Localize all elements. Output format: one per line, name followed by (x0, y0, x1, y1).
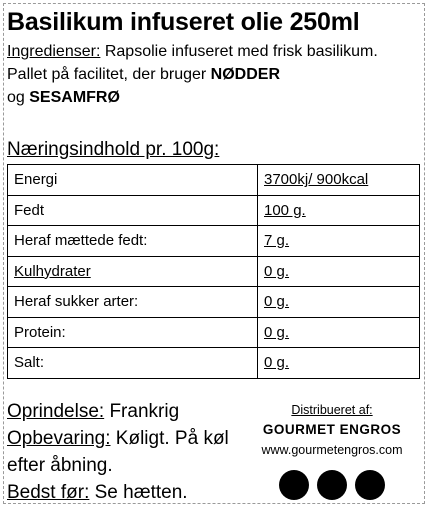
storage-value: Køligt. På køl efter åbning. (7, 428, 229, 476)
distributor-name: GOURMET ENGROS (262, 422, 402, 437)
table-row (8, 195, 420, 226)
logo-dot-icon (279, 470, 309, 500)
nutrient-value: 0 g. (258, 348, 420, 379)
nutrient-name: Fedt (8, 195, 258, 226)
nutrient-name: Kulhydrater (8, 256, 258, 287)
distributor-label: Distribueret af: (291, 403, 373, 417)
table-row (8, 287, 420, 318)
nutrition-table (7, 164, 420, 379)
product-title: Basilikum infuseret olie 250ml (7, 8, 360, 36)
origin-label: Oprindelse: (7, 401, 105, 422)
nutrient-value: 0 g. (258, 317, 420, 348)
nutrient-value: 0 g. (258, 287, 420, 318)
logo-dot-icon (317, 470, 347, 500)
nutrition-heading: Næringsindhold pr. 100g: (7, 139, 220, 160)
table-row (8, 317, 420, 348)
ingredients-text: Rapsolie infuseret med frisk basilikum. (100, 43, 378, 60)
table-row (8, 165, 420, 196)
table-row (8, 348, 420, 379)
allergen-nuts: NØDDER (210, 66, 281, 83)
origin-value: Frankrig (104, 401, 180, 422)
ingredients-label: Ingredienser: (7, 43, 101, 60)
distributor-logo-dots (244, 470, 420, 500)
nutrient-value: 3700kj/ 900kcal (258, 165, 420, 196)
distributor-website: www.gourmetengros.com (261, 443, 403, 457)
nutrient-name: Heraf mættede fedt: (8, 226, 258, 257)
nutrient-value: 100 g. (258, 195, 420, 226)
nutrient-name: Energi (8, 165, 258, 196)
table-row (8, 226, 420, 257)
nutrient-value: 0 g. (258, 256, 420, 287)
best-before-label: Bedst før: (7, 482, 90, 503)
storage-label: Opbevaring: (7, 428, 111, 449)
table-row (8, 256, 420, 287)
distributor-block (244, 398, 420, 500)
nutrient-value: 7 g. (258, 226, 420, 257)
ingredients-block (7, 40, 419, 109)
best-before-value: Se hætten. (89, 482, 188, 503)
facility-text: Pallet på facilitet, der bruger (7, 66, 211, 83)
nutrient-name: Protein: (8, 317, 258, 348)
nutrient-name: Salt: (8, 348, 258, 379)
footer-info (7, 398, 242, 506)
logo-dot-icon (355, 470, 385, 500)
nutrient-name: Heraf sukker arter: (8, 287, 258, 318)
allergen-sesame: SESAMFRØ (29, 89, 120, 106)
allergen-connector: og (7, 89, 30, 106)
